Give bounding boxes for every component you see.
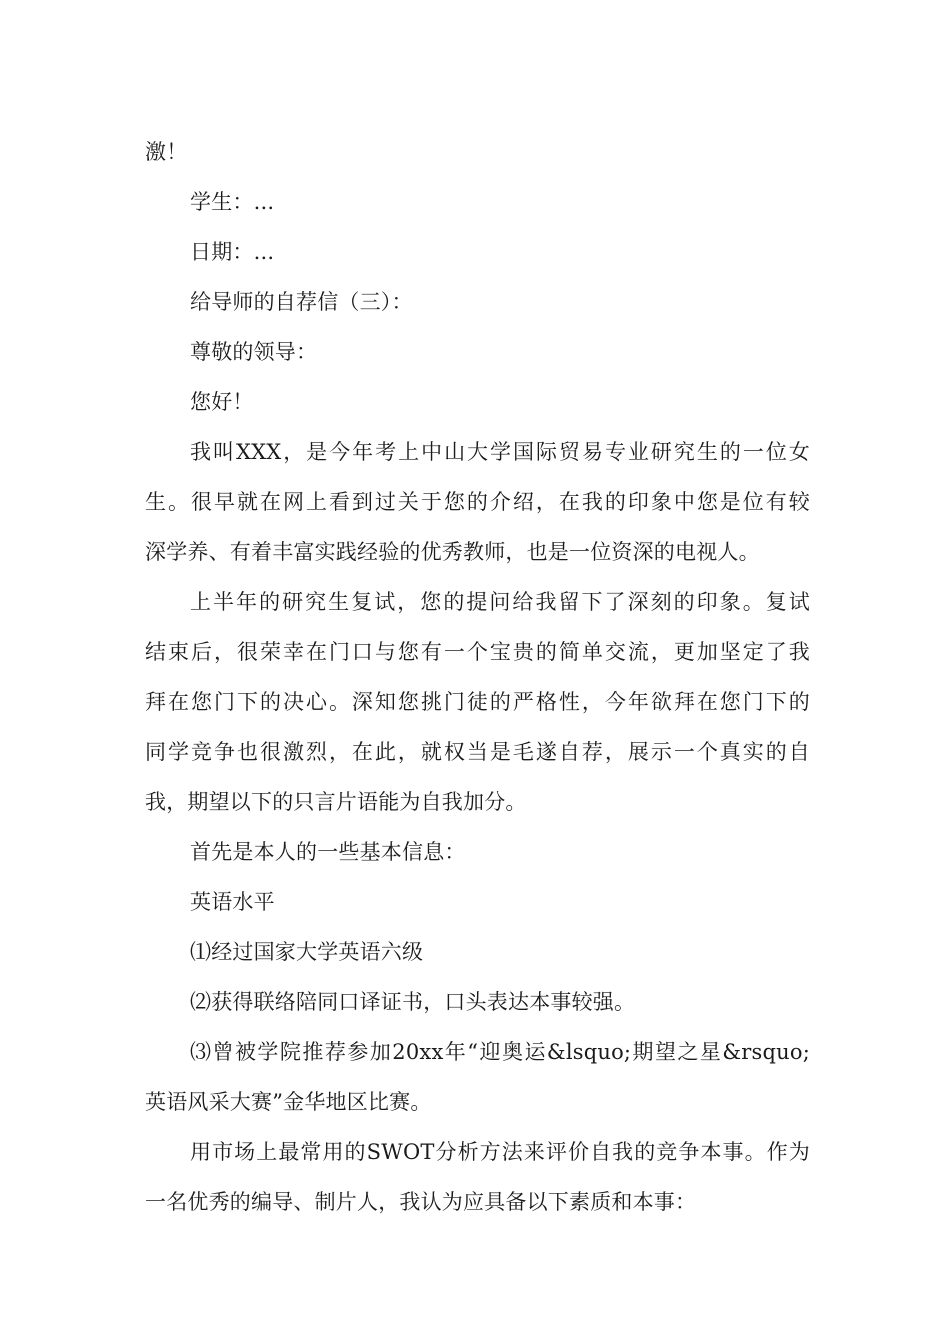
salutation: 尊敬的领导：	[190, 340, 318, 364]
paragraph-line: 上半年的研究生复试，您的提问给我留下了深刻的印象。复试	[190, 590, 810, 614]
paragraph-line: 同学竞争也很激烈，在此，就权当是毛遂自荐，展示一个真实的自	[145, 740, 810, 764]
paragraph-line: 我，期望以下的只言片语能为自我加分。	[145, 790, 527, 814]
paragraph-line: 一名优秀的编导、制片人，我认为应具备以下素质和本事：	[145, 1190, 697, 1214]
list-item: ⑴经过国家大学英语六级	[190, 940, 424, 964]
paragraph-line: 用市场上最常用的SWOT分析方法来评价自我的竞争本事。作为	[190, 1140, 810, 1164]
paragraph-line: 首先是本人的一些基本信息：	[190, 840, 466, 864]
paragraph-line: 结束后，很荣幸在门口与您有一个宝贵的简单交流，更加坚定了我	[145, 640, 810, 664]
list-item: ⑵获得联络陪同口译证书，口头表达本事较强。	[190, 990, 636, 1014]
student-signature-line: 学生：...	[190, 190, 275, 214]
paragraph-line: 深学养、有着丰富实践经验的优秀教师，也是一位资深的电视人。	[145, 540, 760, 564]
list-item: ⑶曾被学院推荐参加20xx年“迎奥运&lsquo;期望之星&rsquo;	[190, 1040, 810, 1064]
greeting: 您好！	[190, 390, 254, 414]
section-title: 给导师的自荐信（三）：	[190, 290, 413, 314]
list-item-continuation: 英语风采大赛”金华地区比赛。	[145, 1090, 432, 1114]
paragraph-line: 生。很早就在网上看到过关于您的介绍，在我的印象中您是位有较	[145, 490, 810, 514]
paragraph-line: 拜在您门下的决心。深知您挑门徒的严格性，今年欲拜在您门下的	[145, 690, 810, 714]
text-line: 激！	[145, 140, 188, 164]
date-line: 日期：...	[190, 240, 275, 264]
paragraph-line: 我叫XXX，是今年考上中山大学国际贸易专业研究生的一位女	[190, 440, 810, 464]
subheading: 英语水平	[190, 890, 275, 914]
